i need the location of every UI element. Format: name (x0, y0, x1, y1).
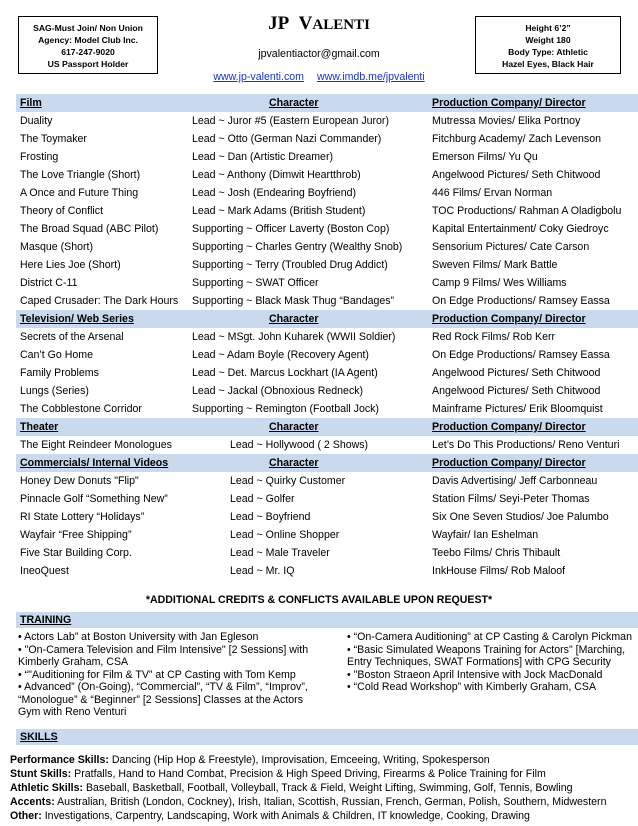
union-agency-box (18, 16, 158, 74)
category-heading: Film (20, 97, 42, 109)
credit-role: Lead ~ Otto (German Nazi Commander) (192, 133, 382, 145)
credit-production: TOC Productions/ Rahman A Oladigbolu (432, 205, 622, 217)
eyes-hair: Hazel Eyes, Black Hair (502, 59, 594, 69)
credit-production: 446 Films/ Ervan Norman (432, 187, 553, 199)
production-heading: Production Company/ Director (432, 313, 586, 325)
credit-role: Lead ~ MSgt. John Kuharek (WWII Soldier) (192, 331, 396, 343)
last-name-first-letter: V (298, 13, 313, 34)
website-link[interactable]: www.jp-valenti.com (213, 71, 304, 83)
film-credit-row (16, 256, 638, 274)
character-heading: Character (269, 97, 319, 109)
actor-name: JP VALENTI (268, 13, 370, 34)
credit-role: Lead ~ Boyfriend (230, 511, 311, 523)
credit-title: District C-11 (20, 277, 78, 289)
credit-title: Honey Dew Donuts "Flip" (20, 475, 139, 487)
skill-label: Other: (10, 810, 42, 822)
skill-label: Performance Skills: (10, 754, 109, 766)
training-item: • "On-Camera Television and Film Intensive" [2 Sessions] with Kimberly Graham, CSA (18, 643, 309, 668)
commercial-credit-row (16, 508, 638, 526)
credit-role: Supporting ~ Black Mask Thug “Bandages” (192, 295, 395, 307)
credit-role: Lead ~ Dan (Artistic Dreamer) (192, 151, 334, 163)
credit-production: Station Films/ Seyi-Peter Thomas (432, 493, 590, 505)
skill-line (10, 809, 638, 823)
credit-role: Lead ~ Josh (Endearing Boyfriend) (192, 187, 357, 199)
credit-role: Lead ~ Anthony (Dimwit Heartthrob) (192, 169, 361, 181)
credit-title: Family Problems (20, 367, 99, 379)
theater-section-header (16, 418, 638, 436)
credit-production: Sweven Films/ Mark Battle (432, 259, 558, 271)
credit-title: Five Star Building Corp. (20, 547, 132, 559)
credit-production: Mainframe Pictures/ Erik Bloomquist (432, 403, 603, 415)
training-item: • Actors Lab” at Boston University with Jan Egleson (18, 631, 259, 643)
credit-role: Lead ~ Hollywood ( 2 Shows) (230, 439, 369, 451)
training-header: TRAINING (16, 612, 638, 628)
credit-title: Pinnacle Golf “Something New” (20, 493, 168, 505)
tv-credit-row (16, 400, 638, 418)
imdb-link[interactable]: www.imdb.me/jpvalenti (316, 71, 425, 83)
credit-title: The Eight Reindeer Monologues (20, 439, 172, 451)
credit-title: Theory of Conflict (20, 205, 104, 217)
training-item: • “"Auditioning for Film & TV” at CP Casting with Tom Kemp (18, 668, 296, 681)
credit-title: The Toymaker (20, 133, 87, 145)
credit-role: Supporting ~ Charles Gentry (Wealthy Snob) (192, 241, 403, 253)
film-credit-row (16, 292, 638, 310)
credit-role: Lead ~ Golfer (230, 493, 295, 505)
commercial-credit-row (16, 544, 638, 562)
union-status: SAG-Must Join/ Non Union (33, 23, 143, 33)
last-name-rest: ALENTI (312, 17, 370, 33)
commercial-credit-row (16, 526, 638, 544)
skill-text: Investigations, Carpentry, Landscaping, Work with Animals & Children, IT knowledge, Cooking, Drawing (44, 810, 530, 822)
tv-section-header (16, 310, 638, 328)
credit-production: Kapital Entertainment/ Coky Giedroyc (432, 223, 609, 235)
weight: Weight 180 (525, 35, 571, 45)
website-links (160, 71, 478, 83)
skill-line (10, 795, 638, 809)
credit-role: Supporting ~ Remington (Football Jock) (192, 403, 379, 415)
commercial-credit-row (16, 472, 638, 490)
credit-production: InkHouse Films/ Rob Maloof (432, 565, 566, 577)
credit-production: Camp 9 Films/ Wes Williams (432, 277, 567, 289)
character-heading: Character (269, 421, 319, 433)
credit-production: Sensorium Pictures/ Cate Carson (432, 241, 590, 253)
agency: Agency: Model Club Inc. (38, 35, 138, 45)
commercial-section-header (16, 454, 638, 472)
tv-credit-row (16, 346, 638, 364)
credit-title: Duality (20, 115, 53, 127)
skill-label: Accents: (10, 796, 55, 808)
credit-role: Lead ~ Quirky Customer (230, 475, 346, 487)
skill-line (10, 753, 638, 767)
credit-role: Lead ~ Online Shopper (230, 529, 340, 541)
tv-credit-row (16, 364, 638, 382)
skill-text: Australian, British (London, Cockney), Irish, Italian, Scottish, Russian, French, German, Polish, Southern, Midwestern (57, 796, 607, 808)
credit-production: Teebo Films/ Chris Thibault (432, 547, 561, 559)
character-heading: Character (269, 313, 319, 325)
credit-production: Red Rock Films/ Rob Kerr (432, 331, 556, 343)
agency-phone: 617-247-9020 (61, 47, 115, 57)
training-item: • “Cold Read Workshop” with Kimberly Graham, CSA (347, 681, 597, 694)
additional-credits-note: *ADDITIONAL CREDITS & CONFLICTS AVAILABLE UPON REQUEST* (145, 594, 493, 606)
skill-text: Baseball, Basketball, Football, Volleyball, Track & Field, Weight Lifting, Swimming, Golf, Tennis, Bowling (85, 782, 573, 794)
skill-text: Dancing (Hip Hop & Freestyle), Improvisation, Emceeing, Writing, Spokesperson (111, 754, 490, 766)
credit-production: Let’s Do This Productions/ Reno Venturi (432, 439, 620, 451)
credit-title: Lungs (Series) (20, 385, 89, 397)
credit-title: Can’t Go Home (20, 349, 94, 361)
email[interactable]: jpvalentiactor@gmail.com (258, 48, 380, 60)
credit-production: Fitchburg Academy/ Zach Levenson (432, 133, 602, 145)
credit-title: A Once and Future Thing (20, 187, 139, 199)
film-section-header (16, 94, 638, 112)
skills-list (10, 753, 638, 823)
training-item: • Advanced” (On-Going), “Commercial”, “TV & Film”, “Improv”, “Monologue” & “Beginner” [2 Sessions] Classes at the Actors Gym with Reno Venturi (18, 681, 308, 718)
credit-role: Supporting ~ SWAT Officer (192, 277, 319, 289)
credit-role: Lead ~ Juror #5 (Eastern European Juror) (192, 115, 389, 127)
training-item: • “Basic Simulated Weapons Training for Actors" [Marching, Entry Techniques, SWAT Formations] with CPG Security (347, 643, 626, 668)
training-left-column (18, 631, 323, 718)
body-type: Body Type: Athletic (508, 47, 588, 57)
production-heading: Production Company/ Director (432, 97, 586, 109)
character-heading: Character (269, 457, 319, 469)
credit-production: Wayfair/ Ian Eshelman (432, 529, 539, 541)
credit-role: Lead ~ Det. Marcus Lockhart (IA Agent) (192, 367, 378, 379)
credit-title: The Broad Squad (ABC Pilot) (20, 223, 159, 235)
credit-role: Lead ~ Male Traveler (230, 547, 330, 559)
film-credit-row (16, 112, 638, 130)
credit-title: The Love Triangle (Short) (20, 169, 141, 181)
credit-production: Six One Seven Studios/ Joe Palumbo (432, 511, 609, 523)
credit-role: Lead ~ Mark Adams (British Student) (192, 205, 366, 217)
credit-title: Caped Crusader: The Dark Hours (20, 295, 179, 307)
film-credit-row (16, 166, 638, 184)
skill-line (10, 767, 638, 781)
skill-text: Pratfalls, Hand to Hand Combat, Precision & High Speed Driving, Firearms & Police Training for Film (74, 768, 546, 780)
credit-role: Lead ~ Adam Boyle (Recovery Agent) (192, 349, 369, 361)
training-right-column (347, 631, 637, 694)
credit-title: RI State Lottery “Holidays” (20, 511, 145, 523)
production-heading: Production Company/ Director (432, 457, 586, 469)
category-heading: Television/ Web Series (20, 313, 134, 325)
film-credit-row (16, 238, 638, 256)
credit-production: Angelwood Pictures/ Seth Chitwood (432, 385, 601, 397)
production-heading: Production Company/ Director (432, 421, 586, 433)
credit-production: On Edge Productions/ Ramsey Eassa (432, 349, 610, 361)
film-credit-row (16, 184, 638, 202)
credit-production: Davis Advertising/ Jeff Carbonneau (432, 475, 598, 487)
height: Height 6’2” (525, 23, 571, 33)
film-credit-row (16, 220, 638, 238)
skill-label: Stunt Skills: (10, 768, 72, 780)
credit-role: Supporting ~ Terry (Troubled Drug Addict) (192, 259, 388, 271)
credit-production: Mutressa Movies/ Elika Portnoy (432, 115, 581, 127)
film-credit-row (16, 148, 638, 166)
credit-title: Wayfair “Free Shipping” (20, 529, 132, 541)
skill-line (10, 781, 638, 795)
credit-title: Secrets of the Arsenal (20, 331, 124, 343)
commercial-credit-row (16, 490, 638, 508)
film-credit-row (16, 202, 638, 220)
film-credit-row (16, 130, 638, 148)
credit-role: Lead ~ Jackal (Obnoxious Redneck) (192, 385, 364, 397)
passport: US Passport Holder (47, 59, 129, 69)
commercial-credit-row (16, 562, 638, 580)
category-heading: Theater (20, 421, 59, 433)
tv-credit-row (16, 382, 638, 400)
skills-header: SKILLS (16, 729, 638, 745)
credit-title: Here Lies Joe (Short) (20, 259, 121, 271)
credit-title: Frosting (20, 151, 59, 163)
credit-production: Angelwood Pictures/ Seth Chitwood (432, 169, 601, 181)
credit-role: Supporting ~ Officer Laverty (Boston Cop) (192, 223, 390, 235)
credit-role: Lead ~ Mr. IQ (230, 565, 295, 577)
credit-title: The Cobblestone Corridor (20, 403, 142, 415)
credit-title: Masque (Short) (20, 241, 94, 253)
theater-credit-row (16, 436, 638, 454)
credit-production: Angelwood Pictures/ Seth Chitwood (432, 367, 601, 379)
film-credit-row (16, 274, 638, 292)
training-item: • "Boston Straeon April Intensive with Jock MacDonald (347, 668, 603, 681)
skill-label: Athletic Skills: (10, 782, 83, 794)
training-item: • “On-Camera Auditioning” at CP Casting & Carolyn Pickman (347, 631, 632, 643)
credit-title: IneoQuest (20, 565, 69, 577)
category-heading: Commercials/ Internal Videos (20, 457, 169, 469)
credit-production: Emerson Films/ Yu Qu (432, 151, 538, 163)
tv-credit-row (16, 328, 638, 346)
physical-stats-box (475, 16, 621, 74)
credit-production: On Edge Productions/ Ramsey Eassa (432, 295, 610, 307)
